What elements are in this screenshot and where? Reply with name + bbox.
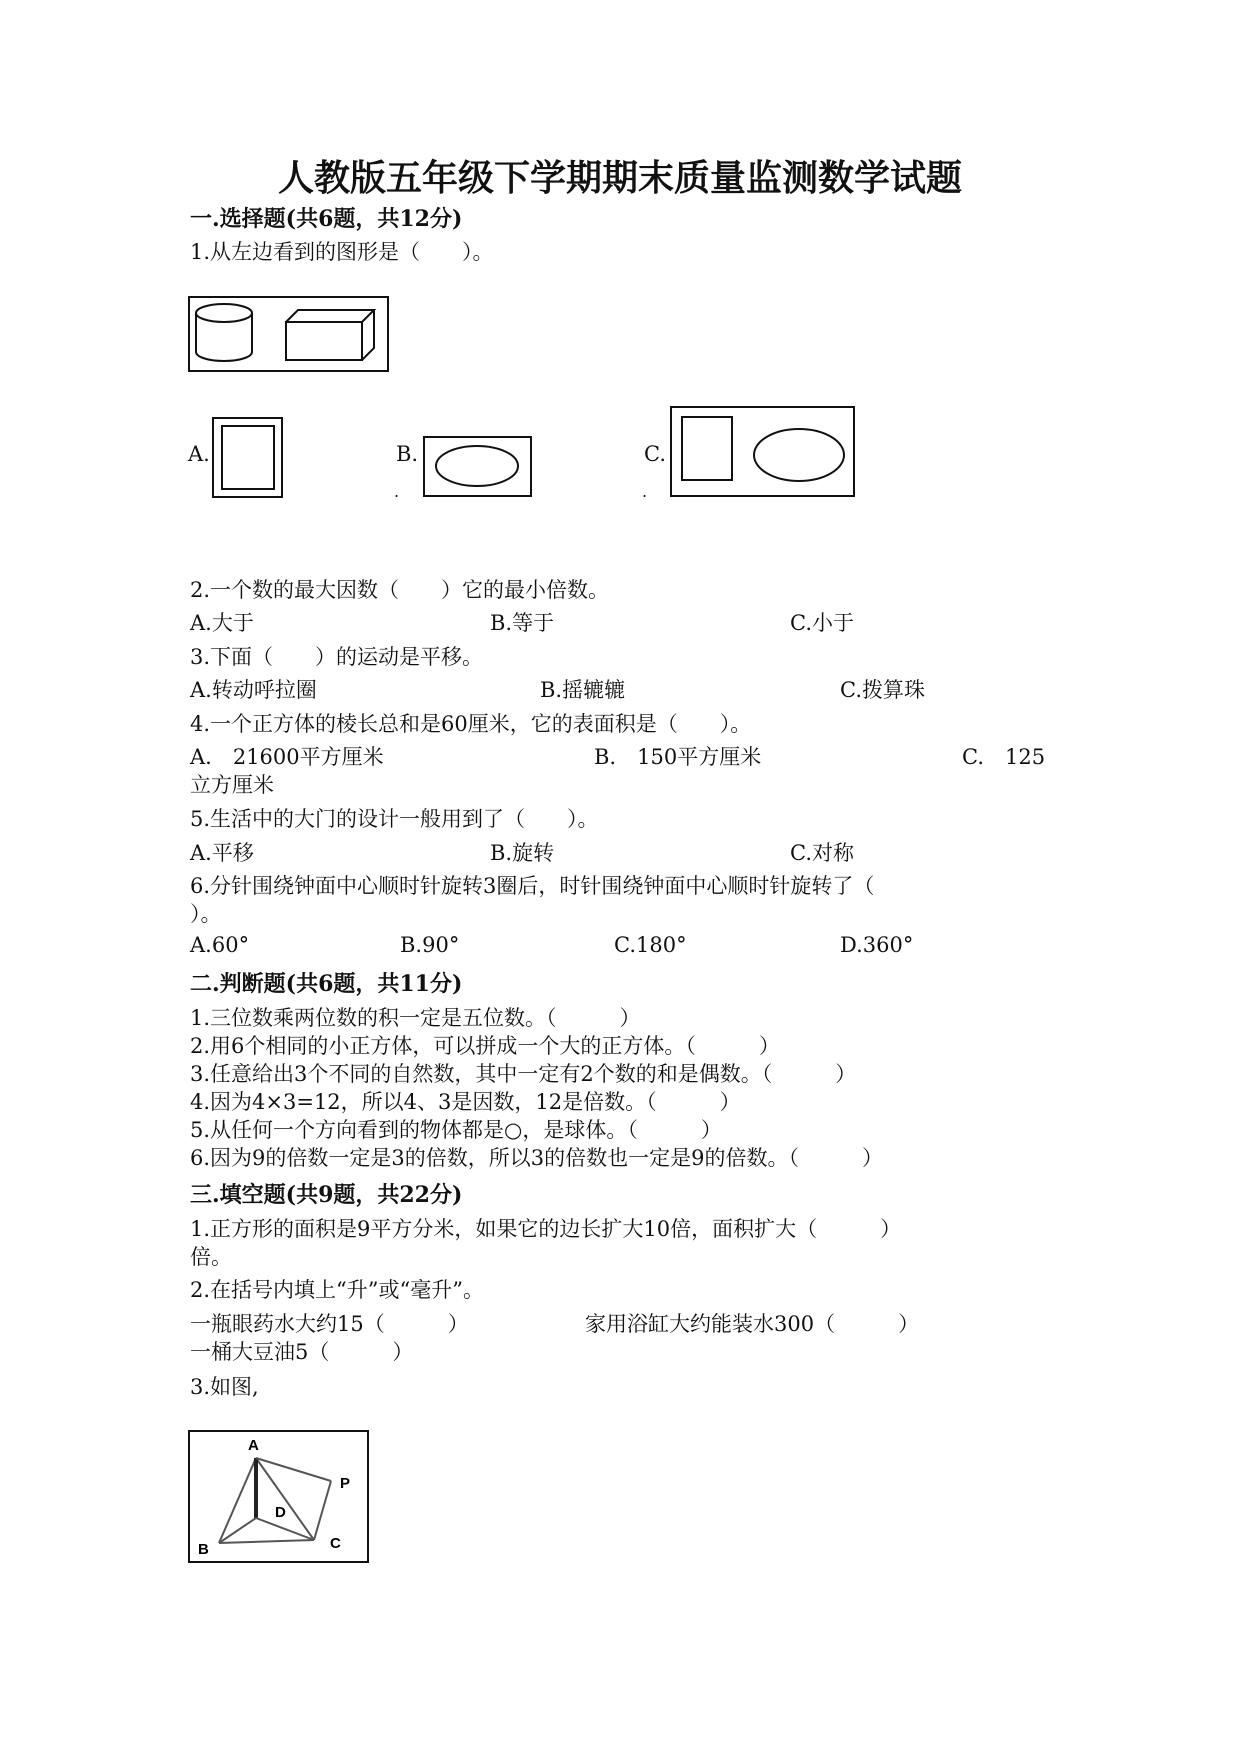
q5-option-c: C.对称 <box>790 841 854 865</box>
question-2-stem: 2.一个数的最大因数（ ）它的最小倍数。 <box>190 578 610 602</box>
q3-option-b: B.摇辘辘 <box>540 678 626 702</box>
cuboid-side <box>362 310 374 360</box>
vertex-label-a: A <box>248 1437 259 1454</box>
fill-q2-item-c: 一桶大豆油5（ ） <box>190 1340 414 1364</box>
question-6-stem: 6.分针围绕钟面中心顺时针旋转3圈后，时针围绕钟面中心顺时针旋转了（ <box>190 874 875 898</box>
fill-question-3-stem: 3.如图, <box>190 1375 259 1399</box>
judge-item-6: 6.因为9的倍数一定是3的倍数，所以3的倍数也一定是9的倍数。（ ） <box>190 1146 883 1170</box>
q1-option-a-label: A. <box>188 442 210 466</box>
cylinder-top <box>196 304 252 322</box>
q5-option-a: A.平移 <box>190 841 254 865</box>
q4-option-c: C. 125 <box>962 745 1046 769</box>
q3-option-c: C.拨算珠 <box>840 678 925 702</box>
fill-q2-item-a: 一瓶眼药水大约15（ ） <box>190 1312 469 1336</box>
q1-option-b-figure <box>423 436 533 498</box>
judge-item-4: 4.因为4×3=12，所以4、3是因数，12是倍数。（ ） <box>190 1090 741 1114</box>
judge-item-3: 3.任意给出3个不同的自然数，其中一定有2个数的和是偶数。（ ） <box>190 1062 857 1086</box>
fill-q2-item-b: 家用浴缸大约能装水300（ ） <box>585 1312 920 1336</box>
q1-option-c-dot: . <box>642 482 648 501</box>
vertex-label-d: D <box>275 1504 286 1521</box>
section-heading-judge: 二.判断题(共6题，共11分) <box>190 971 463 997</box>
pyramid-figure <box>188 1430 370 1564</box>
vertex-label-p: P <box>340 1475 351 1492</box>
q1-option-b-dot: . <box>394 482 400 501</box>
cuboid-top <box>286 310 374 322</box>
judge-item-2: 2.用6个相同的小正方体，可以拼成一个大的正方体。（ ） <box>190 1034 780 1058</box>
q4-option-c-unit: 立方厘米 <box>190 773 274 797</box>
q5-option-b: B.旋转 <box>490 841 555 865</box>
fill-question-2-stem: 2.在括号内填上“升”或“毫升”。 <box>190 1278 484 1302</box>
section-heading-fill: 三.填空题(共9题，共22分) <box>190 1182 463 1208</box>
section-heading-choice: 一.选择题(共6题，共12分) <box>190 206 463 232</box>
q2-option-c: C.小于 <box>790 611 854 635</box>
judge-item-1: 1.三位数乘两位数的积一定是五位数。（ ） <box>190 1006 641 1030</box>
q6-option-c: C.180° <box>614 933 687 957</box>
question-1-figure <box>188 296 390 372</box>
cuboid-front <box>286 322 362 360</box>
q4-option-a: A. 21600平方厘米 <box>190 745 384 769</box>
question-4-stem: 4.一个正方体的棱长总和是60厘米，它的表面积是（ ）。 <box>190 712 752 736</box>
q3-option-a: A.转动呼拉圈 <box>190 678 317 702</box>
judge-item-5: 5.从任何一个方向看到的物体都是○，是球体。（ ） <box>190 1118 722 1142</box>
q1-option-b-label: B. <box>396 442 419 466</box>
q6-option-a: A.60° <box>190 933 250 957</box>
question-1-stem: 1.从左边看到的图形是（ ）。 <box>190 240 494 264</box>
q6-option-d: D.360° <box>840 933 914 957</box>
q1-option-c-figure <box>670 406 856 498</box>
fill-question-1-cont: 倍。 <box>190 1245 232 1269</box>
q2-option-b: B.等于 <box>490 611 555 635</box>
q2-option-a: A.大于 <box>190 611 254 635</box>
vertex-label-b: B <box>198 1541 209 1558</box>
q4-option-b: B. 150平方厘米 <box>594 745 762 769</box>
question-3-stem: 3.下面（ ）的运动是平移。 <box>190 645 484 669</box>
question-6-stem-cont: ）。 <box>190 902 222 926</box>
cylinder-bottom <box>196 352 252 361</box>
page-title: 人教版五年级下学期期末质量监测数学试题 <box>277 157 962 199</box>
fill-question-1: 1.正方形的面积是9平方分米，如果它的边长扩大10倍，面积扩大（ ） <box>190 1217 902 1241</box>
q1-option-c-label: C. <box>644 442 666 466</box>
vertex-label-c: C <box>330 1535 341 1552</box>
q6-option-b: B.90° <box>400 933 460 957</box>
q1-option-a-figure <box>212 417 284 499</box>
question-5-stem: 5.生活中的大门的设计一般用到了（ ）。 <box>190 807 599 831</box>
